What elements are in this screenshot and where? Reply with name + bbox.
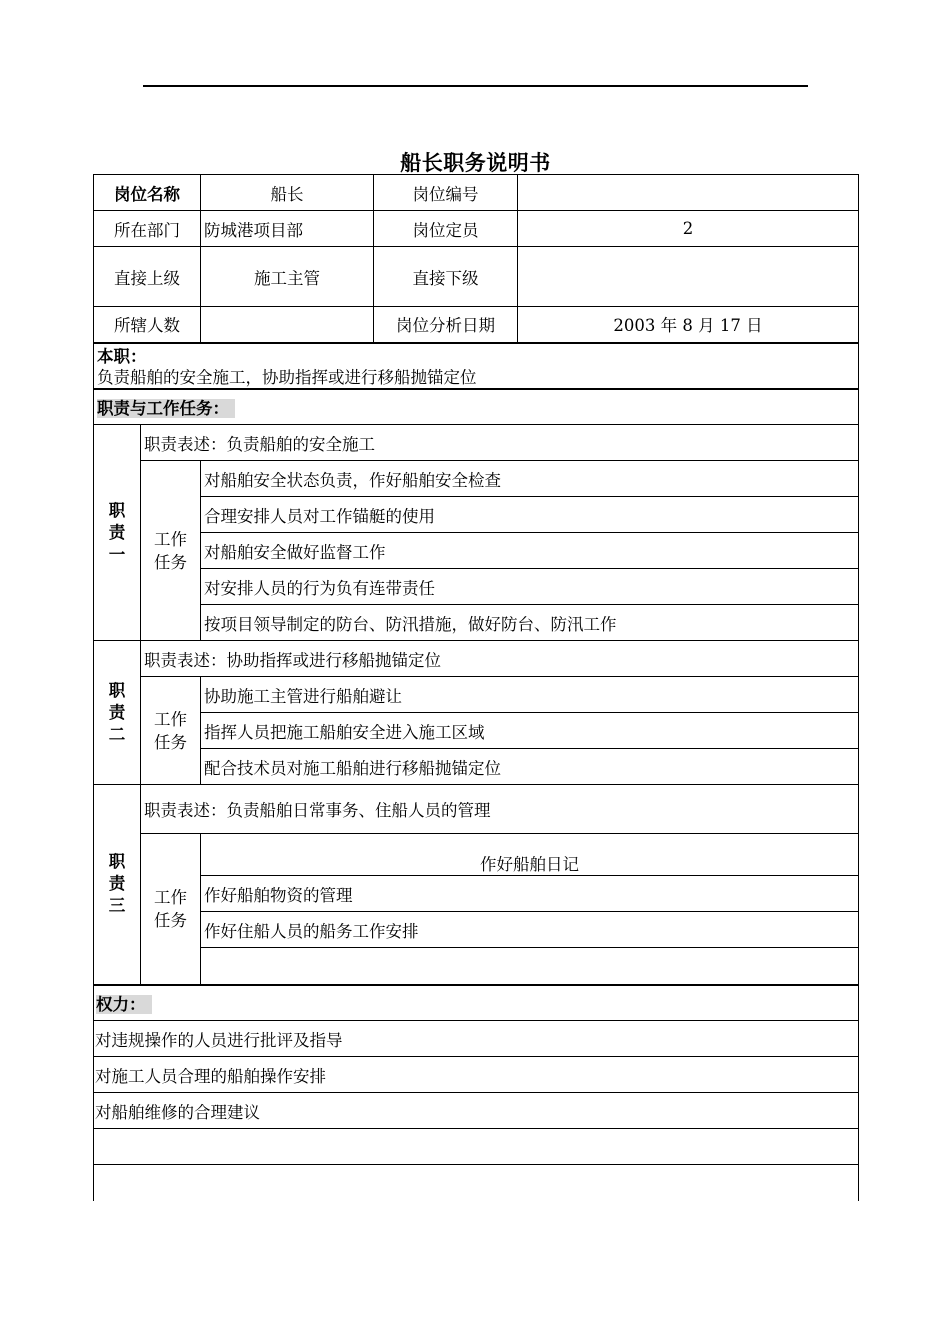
task-row (94, 876, 859, 912)
authority-header: 权力： (96, 995, 152, 1014)
post-name-value: 船长 (201, 175, 374, 211)
analysis-date-value: 2003 年 8 月 17 日 (518, 307, 859, 343)
task-item: 对船舶安全状态负责，作好船舶安全检查 (201, 461, 859, 497)
task-item: 合理安排人员对工作锚艇的使用 (201, 497, 859, 533)
analysis-date-label: 岗位分析日期 (374, 307, 518, 343)
duty-name: 职 责 二 (94, 641, 141, 785)
task-label: 工作 任务 (141, 461, 201, 641)
task-row (94, 569, 859, 605)
task-item: 对安排人员的行为负有连带责任 (201, 569, 859, 605)
duty-description-row (94, 425, 859, 461)
duty-name: 职 责 三 (94, 785, 141, 985)
quota-label: 岗位定员 (374, 211, 518, 247)
main-duty-text: 负责船舶的安全施工，协助指挥或进行移船抛锚定位 (97, 367, 477, 387)
dept-label: 所在部门 (94, 211, 201, 247)
dept-value: 防城港项目部 (201, 211, 374, 247)
staff-label: 所辖人数 (94, 307, 201, 343)
task-item: 对船舶安全做好监督工作 (201, 533, 859, 569)
post-no-label: 岗位编号 (374, 175, 518, 211)
basic-row (94, 211, 859, 247)
duty-description-row (94, 641, 859, 677)
subordinate-label: 直接下级 (374, 247, 518, 307)
superior-label: 直接上级 (94, 247, 201, 307)
authority-item (94, 1165, 859, 1201)
authority-row (94, 1093, 859, 1129)
duty-description: 职责表述：负责船舶日常事务、住船人员的管理 (141, 785, 859, 834)
task-item: 作好船舶日记 (201, 834, 859, 876)
basic-row (94, 175, 859, 211)
authority-item (94, 1129, 859, 1165)
post-no-value (518, 175, 859, 211)
superior-value: 施工主管 (201, 247, 374, 307)
task-row (94, 677, 859, 713)
main-duty-row (94, 343, 859, 389)
task-item: 配合技术员对施工船舶进行移船抛锚定位 (201, 749, 859, 785)
task-label: 工作 任务 (141, 677, 201, 785)
authority-row (94, 1165, 859, 1201)
task-row (94, 834, 859, 876)
duty-description: 职责表述：协助指挥或进行移船抛锚定位 (141, 641, 859, 677)
task-row (94, 533, 859, 569)
task-row (94, 461, 859, 497)
duty-name: 职 责 一 (94, 425, 141, 641)
duty-description: 职责表述：负责船舶的安全施工 (141, 425, 859, 461)
task-item: 指挥人员把施工船舶安全进入施工区域 (201, 713, 859, 749)
authority-item: 对违规操作的人员进行批评及指导 (94, 1021, 859, 1057)
task-item: 作好船舶物资的管理 (201, 876, 859, 912)
authority-row (94, 1057, 859, 1093)
task-label: 工作 任务 (141, 834, 201, 985)
authority-item: 对船舶维修的合理建议 (94, 1093, 859, 1129)
authority-item: 对施工人员合理的船舶操作安排 (94, 1057, 859, 1093)
page-title: 船长职务说明书 (400, 150, 551, 175)
authority-row (94, 1021, 859, 1057)
basic-row (94, 247, 859, 307)
header-rule (143, 85, 808, 87)
duties-header-row (94, 389, 859, 425)
task-item (201, 948, 859, 985)
duty-description-row (94, 785, 859, 834)
task-item: 协助施工主管进行船舶避让 (201, 677, 859, 713)
staff-value (201, 307, 374, 343)
task-row (94, 713, 859, 749)
basic-row (94, 307, 859, 343)
task-row (94, 912, 859, 948)
authority-row (94, 1129, 859, 1165)
task-item: 作好住船人员的船务工作安排 (201, 912, 859, 948)
duties-header: 职责与工作任务： (97, 399, 235, 418)
authority-header-row (94, 985, 859, 1021)
job-description-table (93, 174, 859, 1201)
task-row (94, 749, 859, 785)
task-row (94, 605, 859, 641)
quota-value: 2 (518, 211, 859, 247)
main-duty-label: 本职： (97, 346, 147, 366)
task-row (94, 948, 859, 985)
task-row (94, 497, 859, 533)
task-item: 按项目领导制定的防台、防汛措施，做好防台、防汛工作 (201, 605, 859, 641)
subordinate-value (518, 247, 859, 307)
post-name-label: 岗位名称 (94, 175, 201, 211)
